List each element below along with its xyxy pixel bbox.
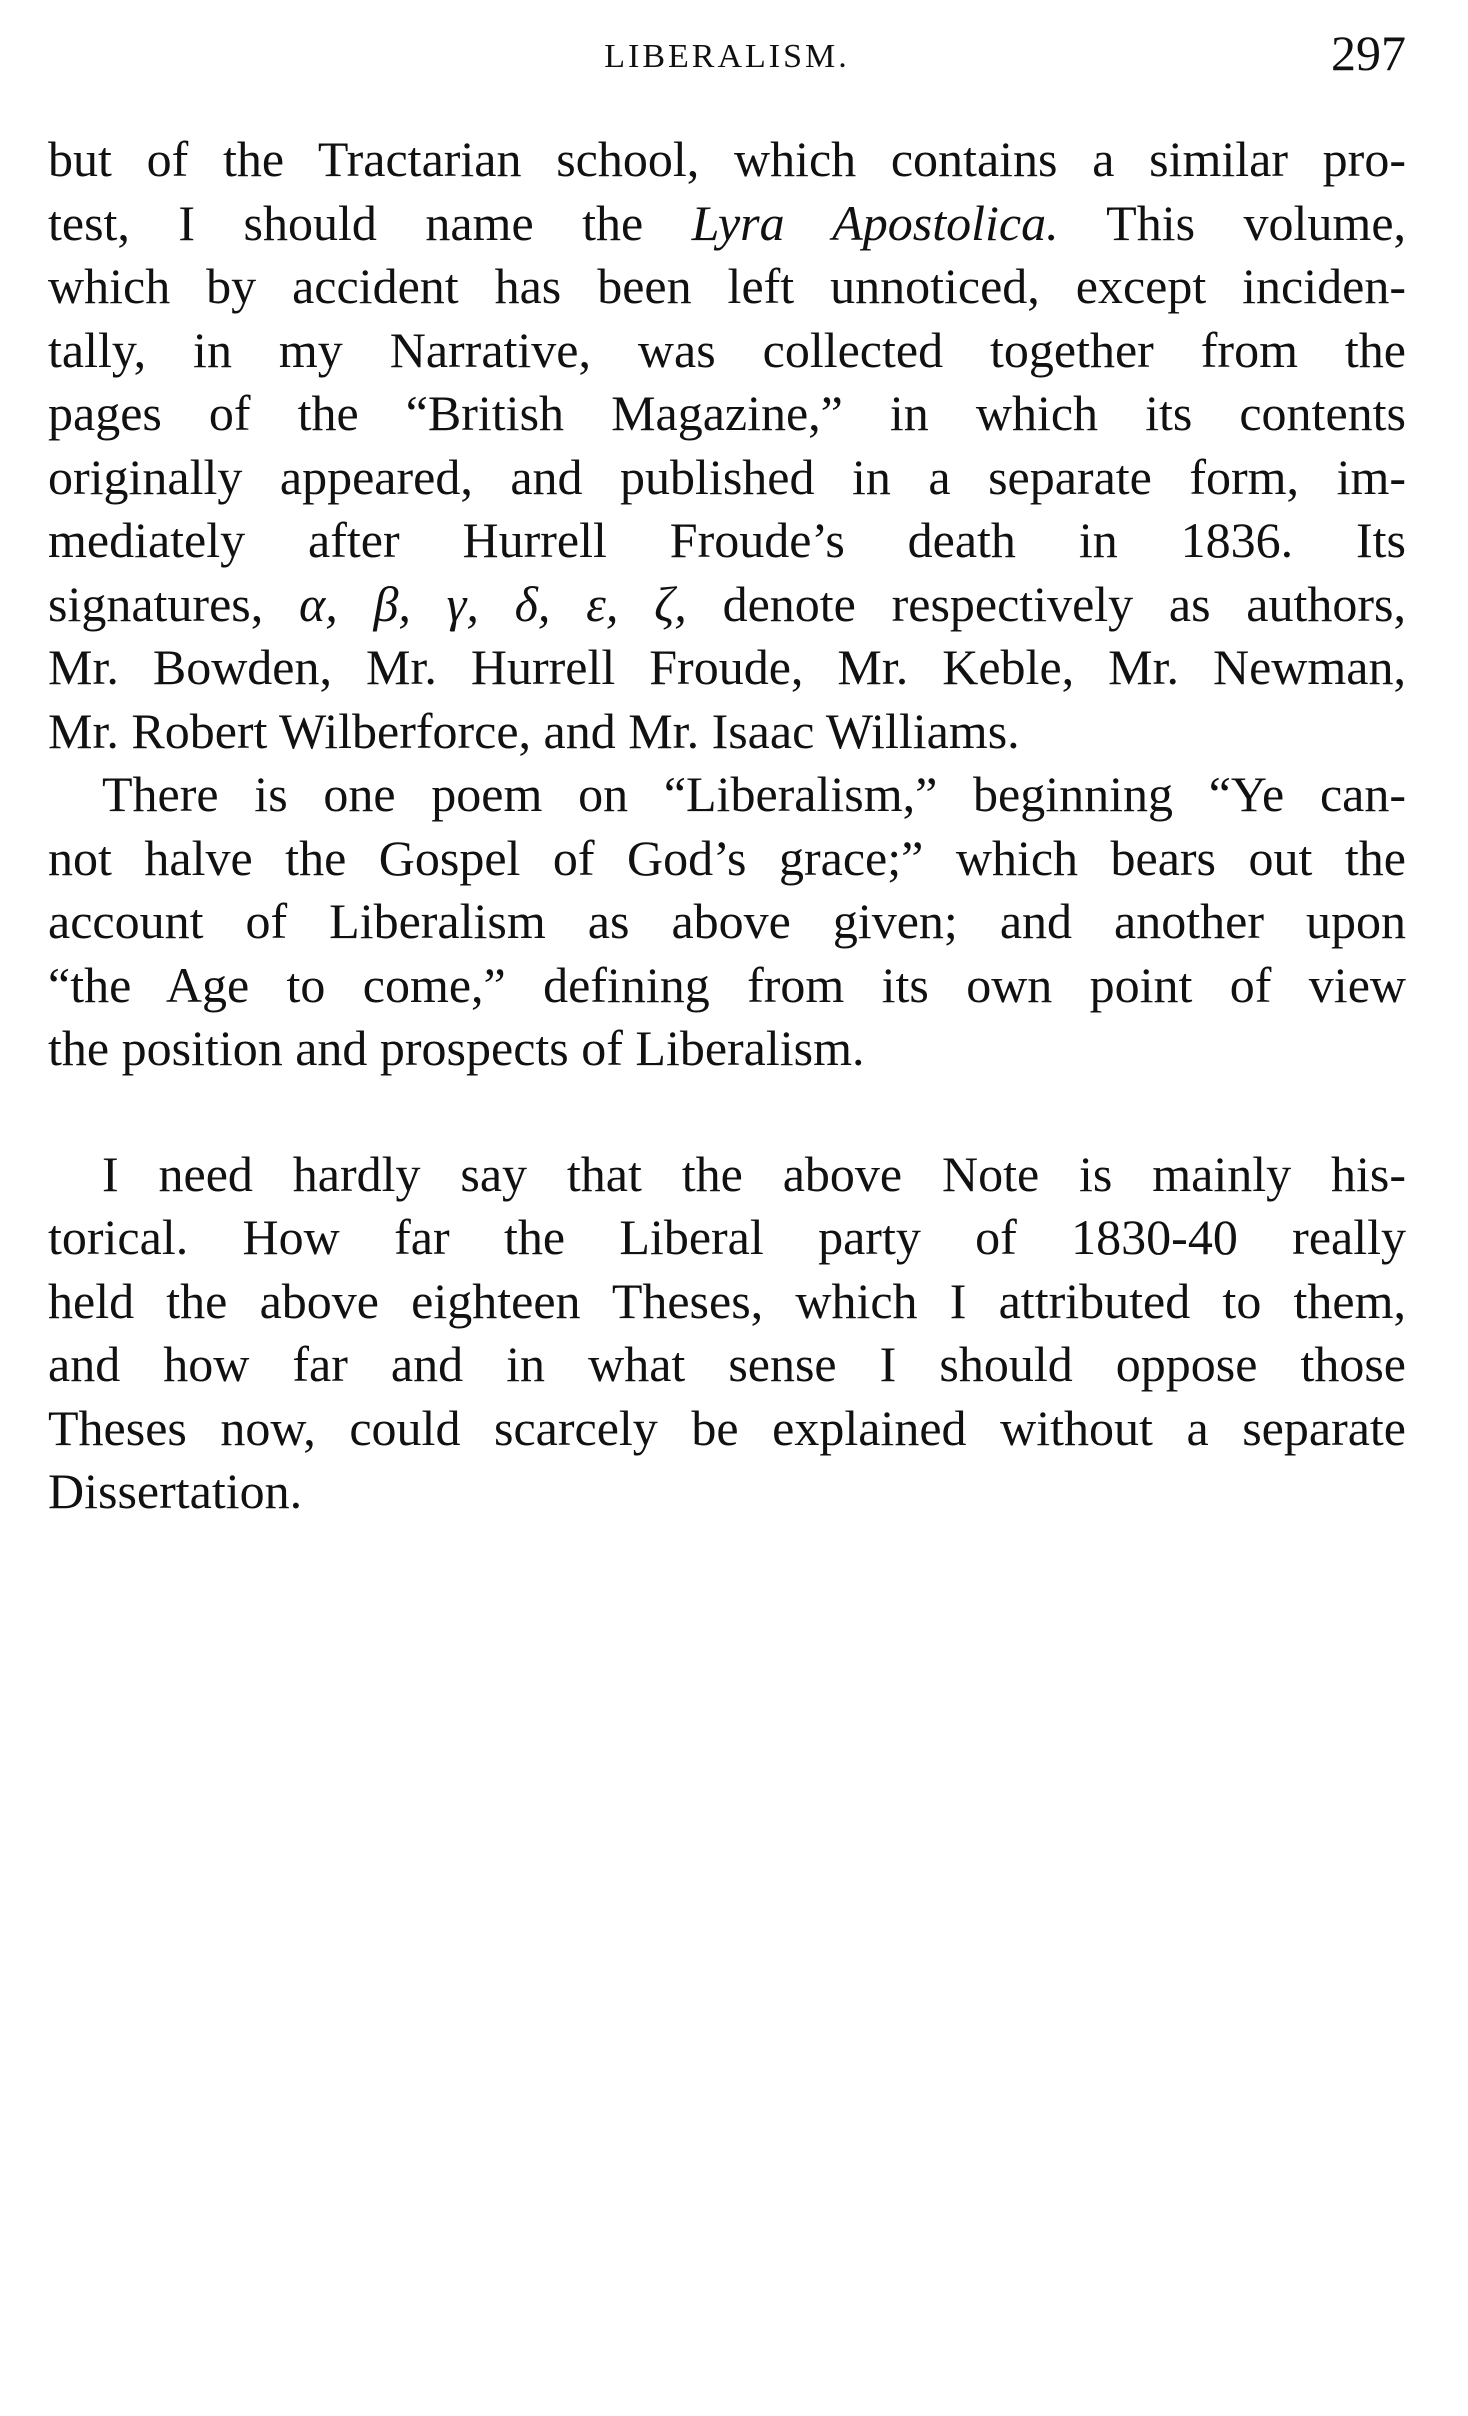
text-run: torical. How far the Liberal party of 1830-40 really — [48, 1209, 1406, 1265]
text-run: Dissertation. — [48, 1463, 303, 1519]
greek-signatures-italic: α, β, γ, δ, ε, ζ, — [299, 575, 687, 632]
text-line — [48, 700, 1406, 764]
text-line — [48, 890, 1406, 954]
text-run: Mr. Robert Wilberforce, and Mr. Isaac Williams. — [48, 702, 1020, 759]
text-run: Theses now, could scarcely be explained without a separate — [48, 1399, 1406, 1456]
text-run: the position and prospects of Liberalism. — [48, 1020, 865, 1076]
text-line — [48, 827, 1406, 891]
book-title-italic: Lyra Apostolica. — [691, 194, 1059, 251]
text-run: which by accident has been left unnoticed, except inciden- — [48, 258, 1406, 314]
text-line — [48, 573, 1406, 637]
running-head — [48, 24, 1406, 84]
text-line — [48, 636, 1406, 700]
text-line — [48, 1270, 1406, 1334]
section-gap — [48, 1081, 1406, 1143]
text-line — [48, 1397, 1406, 1461]
text-line — [48, 1460, 1406, 1524]
page-number: 297 — [1331, 25, 1406, 81]
text-line — [48, 1143, 1406, 1207]
text-run: There is one poem on “Liberalism,” beginning “Ye can- — [102, 766, 1406, 822]
text-run: originally appeared, and published in a separate form, im- — [48, 448, 1406, 505]
text-line — [48, 382, 1406, 446]
text-line — [48, 1206, 1406, 1270]
text-line — [48, 954, 1406, 1018]
text-line — [48, 319, 1406, 383]
text-line — [48, 446, 1406, 510]
running-title: LIBERALISM. — [604, 38, 850, 75]
text-line — [48, 763, 1406, 827]
text-run: test, I should name the — [48, 194, 692, 251]
text-line — [48, 509, 1406, 573]
text-run: not halve the Gospel of God’s grace;” which bears out the — [48, 829, 1406, 886]
text-run: “the Age to come,” defining from its own point of view — [48, 956, 1406, 1013]
paragraph-2 — [48, 763, 1406, 1081]
text-run: held the above eighteen Theses, which I attributed to them, — [48, 1272, 1406, 1329]
paragraph-1 — [48, 128, 1406, 763]
text-run: tally, in my Narrative, was collected together from the — [48, 321, 1406, 378]
text-line — [48, 1017, 1406, 1081]
text-run: but of the Tractarian school, which contains a similar pro- — [48, 131, 1406, 187]
text-run: Mr. Bowden, Mr. Hurrell Froude, Mr. Keble, Mr. Newman, — [48, 639, 1406, 695]
text-line — [48, 255, 1406, 319]
text-run: pages of the “British Magazine,” in which its contents — [48, 385, 1406, 441]
body-text — [48, 128, 1406, 1524]
text-run: mediately after Hurrell Froude’s death in 1836. Its — [48, 512, 1406, 568]
text-run: This volume, — [1058, 194, 1407, 251]
paragraph-3 — [48, 1143, 1406, 1524]
text-run: account of Liberalism as above given; and another upon — [48, 893, 1406, 949]
text-line — [48, 192, 1406, 256]
text-run: I need hardly say that the above Note is mainly his- — [102, 1145, 1406, 1202]
text-line — [48, 1333, 1406, 1397]
text-run: denote respectively as authors, — [686, 575, 1407, 632]
text-line — [48, 128, 1406, 192]
text-run: signatures, — [48, 575, 299, 632]
text-run: and how far and in what sense I should oppose those — [48, 1336, 1406, 1392]
